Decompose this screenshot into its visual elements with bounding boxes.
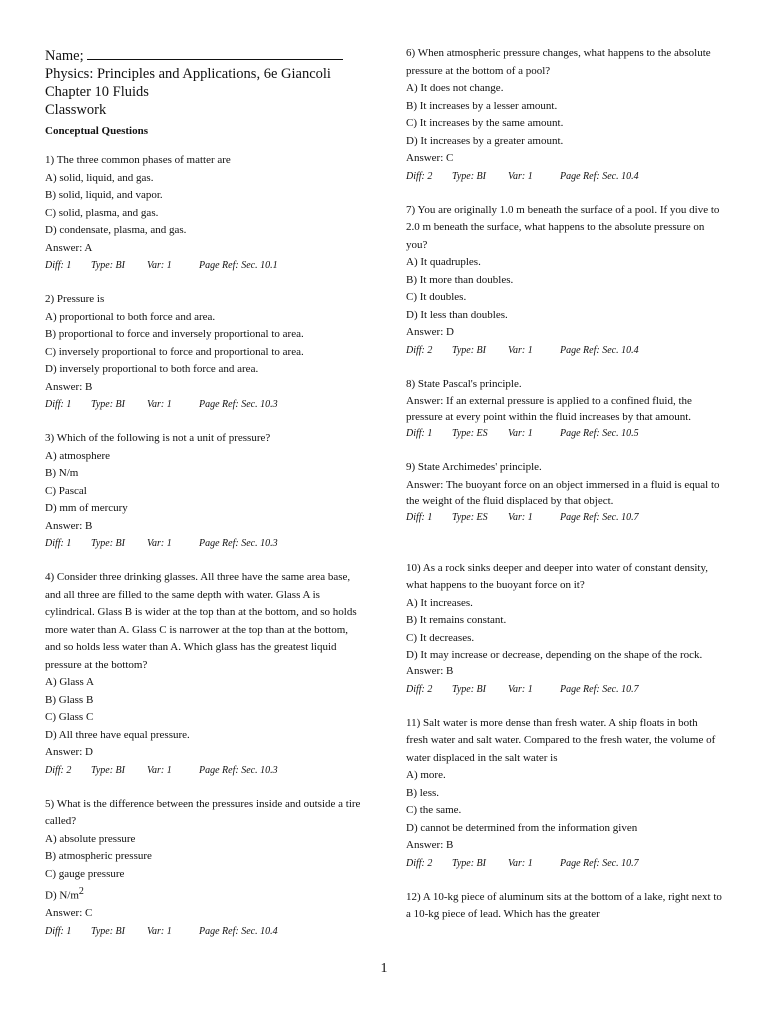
question-7 — [406, 202, 722, 359]
question-meta — [45, 396, 365, 413]
meta-var: Var: 1 — [508, 344, 533, 356]
question-4 — [45, 569, 365, 779]
answer: Answer: B — [45, 519, 93, 532]
option: A) more. — [406, 769, 446, 781]
option: C) It doubles. — [406, 291, 467, 303]
option: D) condensate, plasma, and gas. — [45, 224, 187, 236]
question-meta — [45, 923, 365, 940]
meta-ref: Page Ref: Sec. 10.7 — [560, 683, 639, 695]
option: A) Glass A — [45, 676, 94, 688]
meta-type: Type: BI — [91, 260, 125, 271]
question-meta — [406, 509, 722, 526]
meta-var: Var: 1 — [147, 925, 172, 937]
book-title: Physics: Principles and Applications, 6e Giancoli — [45, 66, 331, 82]
option: C) Glass C — [45, 711, 94, 723]
option: C) It increases by the same amount. — [406, 117, 564, 129]
meta-type: Type: BI — [91, 925, 125, 937]
option: D) It may increase or decrease, depending on the shape of the rock. — [406, 649, 703, 661]
question-stem: 1) The three common phases of matter are — [45, 154, 231, 166]
meta-type: Type: BI — [452, 857, 486, 869]
question-12 — [406, 889, 722, 924]
option: B) It remains constant. — [406, 614, 507, 626]
question-meta — [45, 257, 365, 274]
meta-ref: Page Ref: Sec. 10.3 — [199, 399, 278, 410]
option: D) inversely proportional to both force and area. — [45, 363, 259, 375]
option: D) It less than doubles. — [406, 308, 508, 321]
option: B) N/m — [45, 467, 79, 479]
meta-type: Type: BI — [91, 538, 125, 549]
question-1 — [45, 152, 365, 274]
question-stem: 2) Pressure is — [45, 293, 105, 305]
question-stem: 9) State Archimedes' principle. — [406, 461, 542, 473]
meta-diff: Diff: 2 — [406, 857, 433, 869]
section-title: Conceptual Questions — [45, 125, 148, 137]
option: A) atmosphere — [45, 449, 111, 462]
option: B) atmospheric pressure — [45, 850, 152, 862]
option: C) the same. — [406, 804, 462, 816]
question-3 — [45, 430, 365, 552]
meta-diff: Diff: 1 — [45, 925, 72, 937]
question-stem: 4) Consider three drinking glasses. All three have the same area base, and all three are filled to the same depth with water. Glass A is cylindrical. Glass B is wider at the top than at the bottom, and so holds more water than A. Glass C is narrower at the top than at the bottom, and so holds less water than A. Which glass has the greatest liquid pressure at the bottom? — [45, 571, 357, 671]
question-meta — [406, 168, 722, 185]
meta-var: Var: 1 — [147, 764, 172, 776]
answer: Answer: C — [406, 152, 454, 164]
meta-ref: Page Ref: Sec. 10.4 — [560, 170, 639, 182]
option: C) inversely proportional to force and proportional to area. — [45, 345, 304, 358]
meta-diff: Diff: 1 — [406, 511, 433, 523]
question-meta — [406, 855, 722, 872]
answer: Answer: C — [45, 907, 93, 920]
option: B) Glass B — [45, 693, 94, 706]
option: A) proportional to both force and area. — [45, 310, 216, 323]
question-meta — [406, 342, 722, 359]
meta-ref: Page Ref: Sec. 10.4 — [199, 925, 278, 937]
meta-diff: Diff: 1 — [45, 260, 72, 271]
option: B) solid, liquid, and vapor. — [45, 189, 163, 201]
answer: Answer: B — [406, 839, 454, 851]
meta-var: Var: 1 — [508, 428, 533, 439]
meta-var: Var: 1 — [508, 857, 533, 869]
answer: Answer: If an external pressure is applied to a confined fluid, the pressure at every point within the fluid increases by that amount. — [406, 395, 692, 423]
option: D) All three have equal pressure. — [45, 728, 190, 741]
question-stem: 3) Which of the following is not a unit of pressure? — [45, 432, 271, 444]
option: C) gauge pressure — [45, 867, 125, 880]
meta-diff: Diff: 2 — [406, 344, 433, 356]
meta-diff: Diff: 1 — [45, 399, 72, 410]
meta-diff: Diff: 2 — [406, 683, 433, 695]
question-stem: 5) What is the difference between the pressures inside and outside a tire called? — [45, 797, 361, 827]
question-meta — [406, 425, 722, 442]
question-11 — [406, 715, 722, 872]
question-stem: 10) As a rock sinks deeper and deeper into water of constant density, what happens to the buoyant force on it? — [406, 561, 709, 591]
meta-diff: Diff: 1 — [406, 428, 433, 439]
option: C) solid, plasma, and gas. — [45, 206, 159, 219]
chapter-title: Chapter 10 Fluids — [45, 84, 149, 100]
answer: Answer: B — [45, 380, 93, 393]
right-column — [406, 0, 722, 924]
meta-type: Type: BI — [91, 764, 125, 776]
question-5 — [45, 796, 365, 940]
answer: Answer: The buoyant force on an object immersed in a fluid is equal to the weight of the fluid displaced by that object. — [406, 478, 720, 507]
question-stem: 12) A 10-kg piece of aluminum sits at the bottom of a lake, right next to a 10-kg piece of lead. Which has the greater — [406, 890, 722, 920]
meta-type: Type: BI — [452, 683, 486, 695]
meta-var: Var: 1 — [508, 511, 533, 523]
meta-var: Var: 1 — [147, 399, 172, 410]
question-10 — [406, 560, 722, 698]
answer: Answer: A — [45, 241, 93, 254]
option: D) mm of mercury — [45, 502, 128, 514]
meta-ref: Page Ref: Sec. 10.7 — [560, 511, 639, 523]
option: D) It increases by a greater amount. — [406, 134, 564, 147]
option: D) cannot be determined from the information given — [406, 821, 638, 834]
meta-type: Type: ES — [452, 428, 488, 439]
meta-ref: Page Ref: Sec. 10.7 — [560, 857, 639, 869]
question-2 — [45, 291, 365, 413]
classwork-label: Classwork — [45, 102, 107, 118]
answer: Answer: B — [406, 665, 454, 677]
question-stem: 8) State Pascal's principle. — [406, 377, 522, 390]
meta-var: Var: 1 — [508, 683, 533, 695]
meta-var: Var: 1 — [508, 170, 533, 182]
name-line — [45, 45, 365, 65]
page-number: 1 — [380, 961, 388, 976]
answer: Answer: D — [406, 326, 454, 338]
meta-ref: Page Ref: Sec. 10.3 — [199, 538, 278, 549]
question-stem: 7) You are originally 1.0 m beneath the surface of a pool. If you dive to 2.0 m beneath the surface, what happens to the absolute pressure on you? — [406, 203, 720, 251]
meta-diff: Diff: 1 — [45, 538, 72, 549]
option: A) It increases. — [406, 596, 473, 609]
question-meta — [45, 762, 365, 779]
name-blank — [87, 45, 343, 60]
meta-ref: Page Ref: Sec. 10.1 — [199, 260, 278, 271]
meta-var: Var: 1 — [147, 538, 172, 549]
question-6 — [406, 45, 722, 185]
option: B) less. — [406, 786, 439, 799]
meta-diff: Diff: 2 — [45, 764, 72, 776]
option: B) proportional to force and inversely proportional to area. — [45, 328, 304, 340]
meta-diff: Diff: 2 — [406, 170, 433, 182]
option-d-exponent: 2 — [78, 886, 84, 897]
question-8 — [406, 376, 722, 443]
option: A) It does not change. — [406, 82, 504, 94]
name-label: Name; — [45, 48, 84, 64]
meta-ref: Page Ref: Sec. 10.4 — [560, 344, 639, 356]
meta-ref: Page Ref: Sec. 10.3 — [199, 764, 278, 776]
option-d — [45, 883, 365, 905]
meta-type: Type: BI — [452, 170, 486, 182]
option: C) Pascal — [45, 484, 87, 497]
option: A) It quadruples. — [406, 256, 481, 268]
meta-type: Type: BI — [91, 399, 125, 410]
question-stem: 6) When atmospheric pressure changes, what happens to the absolute pressure at the bottom of a pool? — [406, 47, 711, 77]
left-column — [45, 0, 365, 940]
question-meta — [406, 681, 722, 698]
option-d-base: D) N/m — [45, 889, 79, 902]
question-stem: 11) Salt water is more dense than fresh water. A ship floats in both fresh water and salt water. Compared to the fresh water, the volume of water displaced in the salt water is — [406, 716, 716, 764]
option: B) It increases by a lesser amount. — [406, 99, 558, 112]
option: C) It decreases. — [406, 631, 475, 644]
meta-var: Var: 1 — [147, 260, 172, 271]
option: A) solid, liquid, and gas. — [45, 171, 154, 184]
meta-ref: Page Ref: Sec. 10.5 — [560, 428, 639, 439]
meta-type: Type: BI — [452, 344, 486, 356]
answer: Answer: D — [45, 746, 93, 758]
meta-type: Type: ES — [452, 511, 488, 523]
option: A) absolute pressure — [45, 832, 136, 845]
question-9 — [406, 459, 722, 526]
option: B) It more than doubles. — [406, 273, 514, 286]
question-meta — [45, 535, 365, 552]
